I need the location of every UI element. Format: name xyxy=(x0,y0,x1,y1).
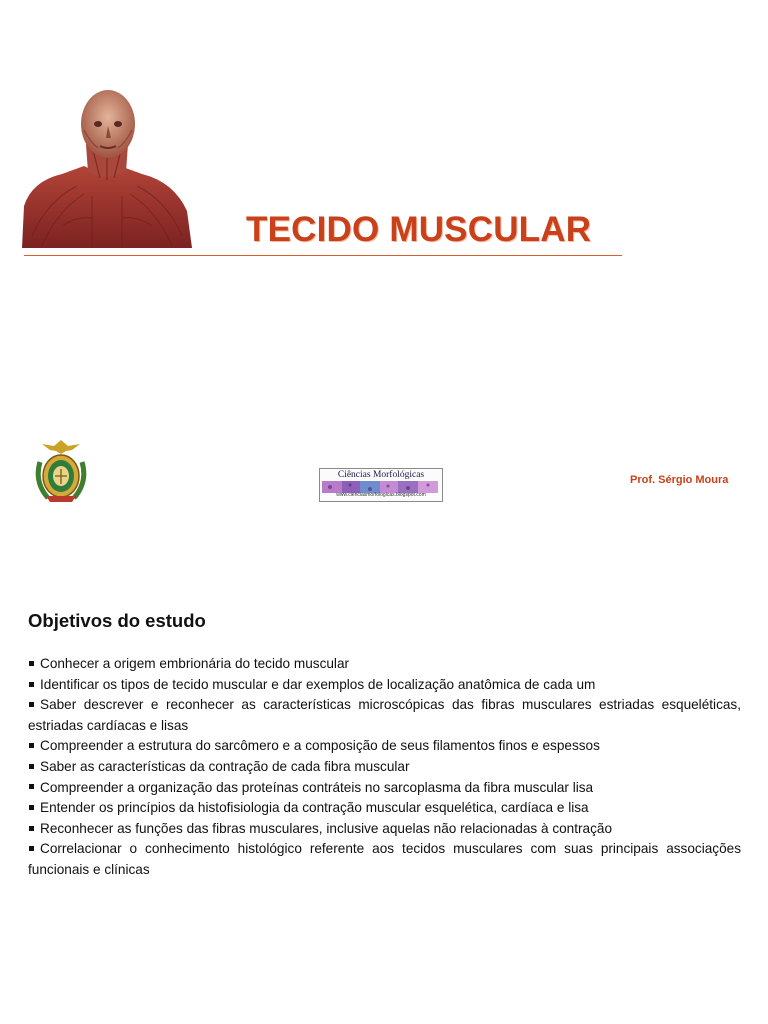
objectives-list xyxy=(28,654,741,881)
title-divider xyxy=(24,255,622,256)
objective-item: Correlacionar o conhecimento histológico referente aos tecidos musculares com suas principais associações funcionais e clínicas xyxy=(28,839,741,880)
objectives-slide xyxy=(0,580,768,1024)
anatomy-illustration xyxy=(22,86,192,248)
objective-item: Identificar os tipos de tecido muscular e dar exemplos de localização anatômica de cada um xyxy=(28,675,741,696)
objective-item: Compreender a organização das proteínas contráteis no sarcoplasma da fibra muscular lisa xyxy=(28,778,741,799)
page-title: TECIDO MUSCULAR xyxy=(246,210,592,249)
objective-item: Compreender a estrutura do sarcômero e a composição de seus filamentos finos e espessos xyxy=(28,736,741,757)
objective-item: Saber descrever e reconhecer as características microscópicas das fibras musculares estriadas esqueléticas, estriadas cardíacas e lisas xyxy=(28,695,741,736)
objective-item: Conhecer a origem embrionária do tecido muscular xyxy=(28,654,741,675)
objective-item: Entender os princípios da histofisiologia da contração muscular esquelética, cardíaca e lisa xyxy=(28,798,741,819)
objective-item: Reconhecer as funções das fibras musculares, inclusive aquelas não relacionadas à contração xyxy=(28,819,741,840)
objectives-heading: Objetivos do estudo xyxy=(28,610,206,631)
ciencias-morfologicas-logo xyxy=(319,468,443,502)
university-crest-logo xyxy=(32,438,90,504)
ciencias-logo-url: www.cienciasmorfologicas.blogspot.com xyxy=(336,492,426,498)
author-name: Prof. Sérgio Moura xyxy=(630,474,729,486)
ciencias-logo-name: Ciências Morfológicas xyxy=(337,470,425,480)
objective-item: Saber as características da contração de cada fibra muscular xyxy=(28,757,741,778)
